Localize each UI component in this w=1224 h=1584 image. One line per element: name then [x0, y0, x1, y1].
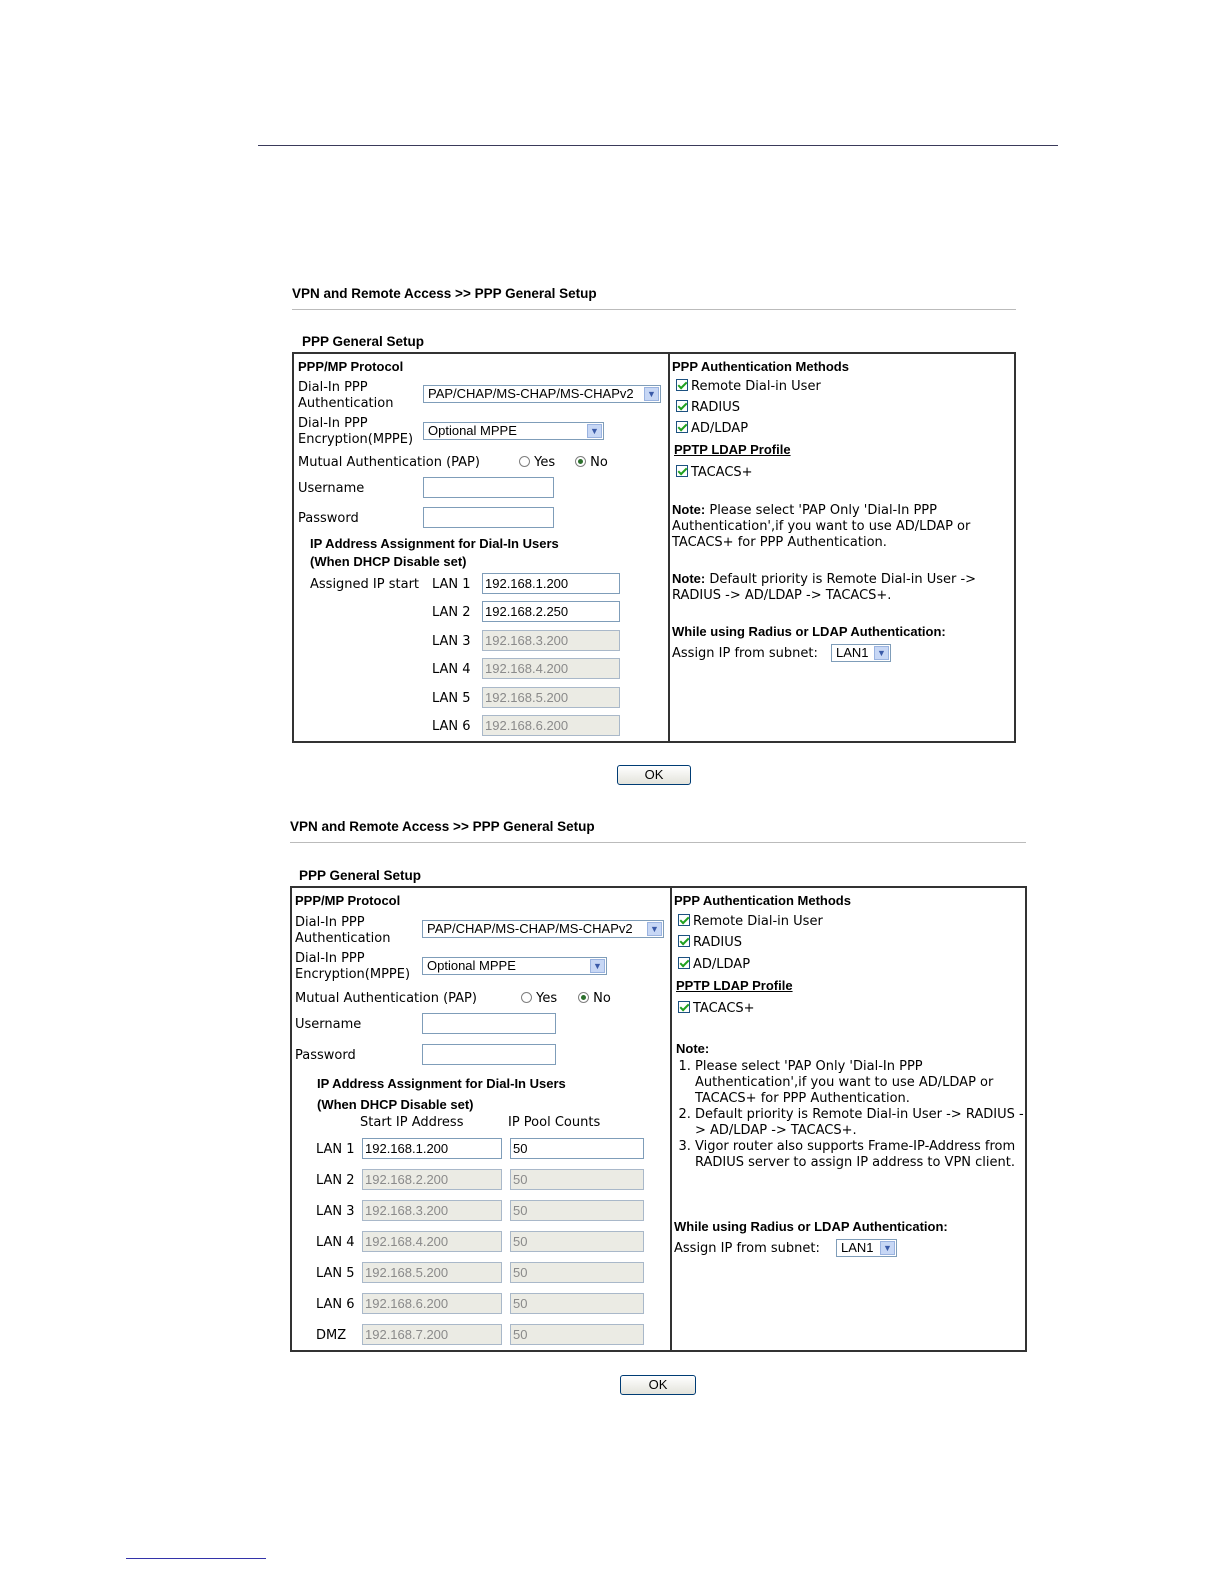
ok-button[interactable]: OK	[620, 1375, 696, 1395]
pptp-ldap-profile-link[interactable]: PPTP LDAP Profile	[674, 442, 791, 457]
method-tacacs[interactable]: TACACS+	[676, 465, 753, 481]
checkbox-checked-icon[interactable]	[676, 379, 688, 391]
lan6-pool-count-input[interactable]: 50	[510, 1293, 644, 1314]
auth-label: Dial-In PPP Authentication	[295, 915, 391, 946]
ppp-mp-protocol-column	[294, 354, 670, 741]
lan-label: LAN 4	[432, 662, 471, 677]
assign-ip-label: Assign IP from subnet:	[674, 1241, 820, 1256]
checkbox-checked-icon[interactable]	[676, 400, 688, 412]
method-radius[interactable]: RADIUS	[676, 400, 740, 416]
lan3-pool-count-input[interactable]: 50	[510, 1200, 644, 1221]
auth-select[interactable]: PAP/CHAP/MS-CHAP/MS-CHAPv2 ▼	[422, 920, 664, 938]
lan-label: LAN 4	[316, 1235, 355, 1250]
assigned-ip-start-label: Assigned IP start	[310, 577, 420, 592]
auth-methods-title: PPP Authentication Methods	[674, 893, 851, 908]
ip-assignment-title: IP Address Assignment for Dial-In Users (When DHCP Disable set)	[317, 1076, 566, 1112]
password-input[interactable]	[423, 507, 554, 528]
auth-methods-column	[670, 354, 1014, 741]
checkbox-checked-icon[interactable]	[678, 1001, 690, 1013]
lan4-pool-count-input[interactable]: 50	[510, 1231, 644, 1252]
lan4-ip-input[interactable]: 192.168.4.200	[482, 658, 620, 679]
password-label: Password	[298, 511, 359, 526]
checkbox-checked-icon[interactable]	[678, 957, 690, 969]
checkbox-checked-icon[interactable]	[676, 465, 688, 477]
lan5-ip-input[interactable]: 192.168.5.200	[482, 687, 620, 708]
lan-label: LAN 6	[316, 1297, 355, 1312]
method-ad-ldap[interactable]: AD/LDAP	[678, 957, 750, 973]
breadcrumb: VPN and Remote Access >> PPP General Setup	[292, 286, 597, 301]
section-title: PPP General Setup	[299, 868, 422, 883]
radio-yes[interactable]	[519, 456, 530, 467]
mutual-auth-yes[interactable]: Yes	[519, 455, 555, 471]
lan-label: LAN 3	[316, 1204, 355, 1219]
method-remote-dialin[interactable]: Remote Dial-in User	[678, 914, 823, 930]
ppp-setup-frame	[292, 352, 1016, 743]
lan3-start-ip-input[interactable]: 192.168.3.200	[362, 1200, 502, 1221]
method-radius[interactable]: RADIUS	[678, 935, 742, 951]
assign-ip-label: Assign IP from subnet:	[672, 646, 818, 661]
chevron-down-icon: ▼	[644, 387, 659, 401]
assign-subnet-select[interactable]: LAN1 ▼	[831, 644, 891, 662]
radio-no[interactable]	[575, 456, 586, 467]
encryption-label: Dial-In PPP Encryption(MPPE)	[295, 951, 411, 982]
username-label: Username	[298, 481, 365, 496]
note-item: 1. Please select 'PAP Only 'Dial-In PPP Authentication',if you want to use AD/LDAP or TACACS+ for PPP Authentication.	[695, 1059, 1024, 1107]
note-item: 2. Default priority is Remote Dial-in User -> RADIUS -> AD/LDAP -> TACACS+.	[695, 1107, 1024, 1139]
chevron-down-icon: ▼	[880, 1241, 895, 1255]
method-ad-ldap[interactable]: AD/LDAP	[676, 421, 748, 437]
lan-label: LAN 5	[316, 1266, 355, 1281]
note-2: Note: Default priority is Remote Dial-in User -> RADIUS -> AD/LDAP -> TACACS+.	[672, 571, 977, 603]
radio-yes[interactable]	[521, 992, 532, 1003]
ppp-setup-frame	[290, 886, 1027, 1352]
ip-assignment-title: IP Address Assignment for Dial-In Users (When DHCP Disable set)	[310, 536, 559, 569]
note-1: Note: Please select 'PAP Only 'Dial-In PPP Authentication',if you want to use AD/LDAP or TACACS+ for PPP Authentication.	[672, 502, 971, 550]
ppp-mp-protocol-title: PPP/MP Protocol	[298, 359, 404, 374]
lan-label: LAN 1	[432, 577, 471, 592]
lan-label: LAN 2	[316, 1173, 355, 1188]
mutual-auth-no[interactable]: No	[578, 991, 611, 1007]
checkbox-checked-icon[interactable]	[678, 914, 690, 926]
lan6-ip-input[interactable]: 192.168.6.200	[482, 715, 620, 736]
auth-methods-column	[672, 888, 1025, 1350]
mutual-auth-no[interactable]: No	[575, 455, 608, 471]
ppp-mp-protocol-column	[292, 888, 672, 1350]
radio-no[interactable]	[578, 992, 589, 1003]
username-input[interactable]	[422, 1013, 556, 1034]
password-input[interactable]	[422, 1044, 556, 1065]
auth-select[interactable]: PAP/CHAP/MS-CHAP/MS-CHAPv2 ▼	[423, 385, 661, 403]
lan-label: LAN 3	[432, 634, 471, 649]
dmz-start-ip-input[interactable]: 192.168.7.200	[362, 1324, 502, 1345]
chevron-down-icon: ▼	[874, 646, 889, 660]
lan2-start-ip-input[interactable]: 192.168.2.200	[362, 1169, 502, 1190]
method-remote-dialin[interactable]: Remote Dial-in User	[676, 379, 821, 395]
chevron-down-icon: ▼	[590, 959, 605, 973]
breadcrumb: VPN and Remote Access >> PPP General Setup	[290, 819, 595, 834]
lan2-pool-count-input[interactable]: 50	[510, 1169, 644, 1190]
method-tacacs[interactable]: TACACS+	[678, 1001, 755, 1017]
ok-button[interactable]: OK	[617, 765, 691, 785]
mutual-auth-label: Mutual Authentication (PAP)	[298, 455, 480, 470]
auth-label: Dial-In PPP Authentication	[298, 380, 394, 411]
ppp-mp-protocol-title: PPP/MP Protocol	[295, 893, 401, 908]
lan5-pool-count-input[interactable]: 50	[510, 1262, 644, 1283]
encryption-select[interactable]: Optional MPPE ▼	[423, 422, 604, 440]
mutual-auth-label: Mutual Authentication (PAP)	[295, 991, 477, 1006]
lan-label: LAN 5	[432, 691, 471, 706]
radius-ldap-title: While using Radius or LDAP Authentication:	[674, 1219, 948, 1234]
radius-ldap-title: While using Radius or LDAP Authentication:	[672, 624, 946, 639]
chevron-down-icon: ▼	[587, 424, 602, 438]
assign-subnet-select[interactable]: LAN1 ▼	[836, 1239, 897, 1257]
checkbox-checked-icon[interactable]	[678, 935, 690, 947]
lan4-start-ip-input[interactable]: 192.168.4.200	[362, 1231, 502, 1252]
lan3-ip-input[interactable]: 192.168.3.200	[482, 630, 620, 651]
encryption-select[interactable]: Optional MPPE ▼	[422, 957, 607, 975]
dmz-label: DMZ	[316, 1328, 347, 1343]
lan5-start-ip-input[interactable]: 192.168.5.200	[362, 1262, 502, 1283]
lan1-start-ip-input[interactable]: 192.168.1.200	[362, 1138, 502, 1159]
lan6-start-ip-input[interactable]: 192.168.6.200	[362, 1293, 502, 1314]
password-label: Password	[295, 1048, 356, 1063]
mutual-auth-yes[interactable]: Yes	[521, 991, 557, 1007]
note-item: 3. Vigor router also supports Frame-IP-Address from RADIUS server to assign IP address to VPN client.	[695, 1139, 1024, 1171]
dmz-pool-count-input[interactable]: 50	[510, 1324, 644, 1345]
checkbox-checked-icon[interactable]	[676, 421, 688, 433]
auth-methods-title: PPP Authentication Methods	[672, 359, 849, 374]
encryption-label: Dial-In PPP Encryption(MPPE)	[298, 416, 414, 447]
lan2-ip-input[interactable]: 192.168.2.250	[482, 601, 620, 622]
breadcrumb-divider	[292, 309, 1016, 310]
lan-label: LAN 1	[316, 1142, 355, 1157]
footer-rule	[126, 1558, 266, 1559]
ip-pool-count-column-header: IP Pool Counts	[508, 1115, 601, 1130]
note-heading: Note:	[676, 1041, 710, 1056]
lan1-pool-count-input[interactable]: 50	[510, 1138, 644, 1159]
section-title: PPP General Setup	[302, 334, 425, 349]
lan1-ip-input[interactable]: 192.168.1.200	[482, 573, 620, 594]
lan-label: LAN 6	[432, 719, 471, 734]
notes-list	[674, 1059, 1024, 1171]
lan-label: LAN 2	[432, 605, 471, 620]
username-label: Username	[295, 1017, 362, 1032]
page-top-rule	[258, 145, 1058, 146]
breadcrumb-divider	[290, 842, 1026, 843]
username-input[interactable]	[423, 477, 554, 498]
start-ip-column-header: Start IP Address	[360, 1115, 464, 1130]
chevron-down-icon: ▼	[647, 922, 662, 936]
pptp-ldap-profile-link[interactable]: PPTP LDAP Profile	[676, 978, 793, 993]
